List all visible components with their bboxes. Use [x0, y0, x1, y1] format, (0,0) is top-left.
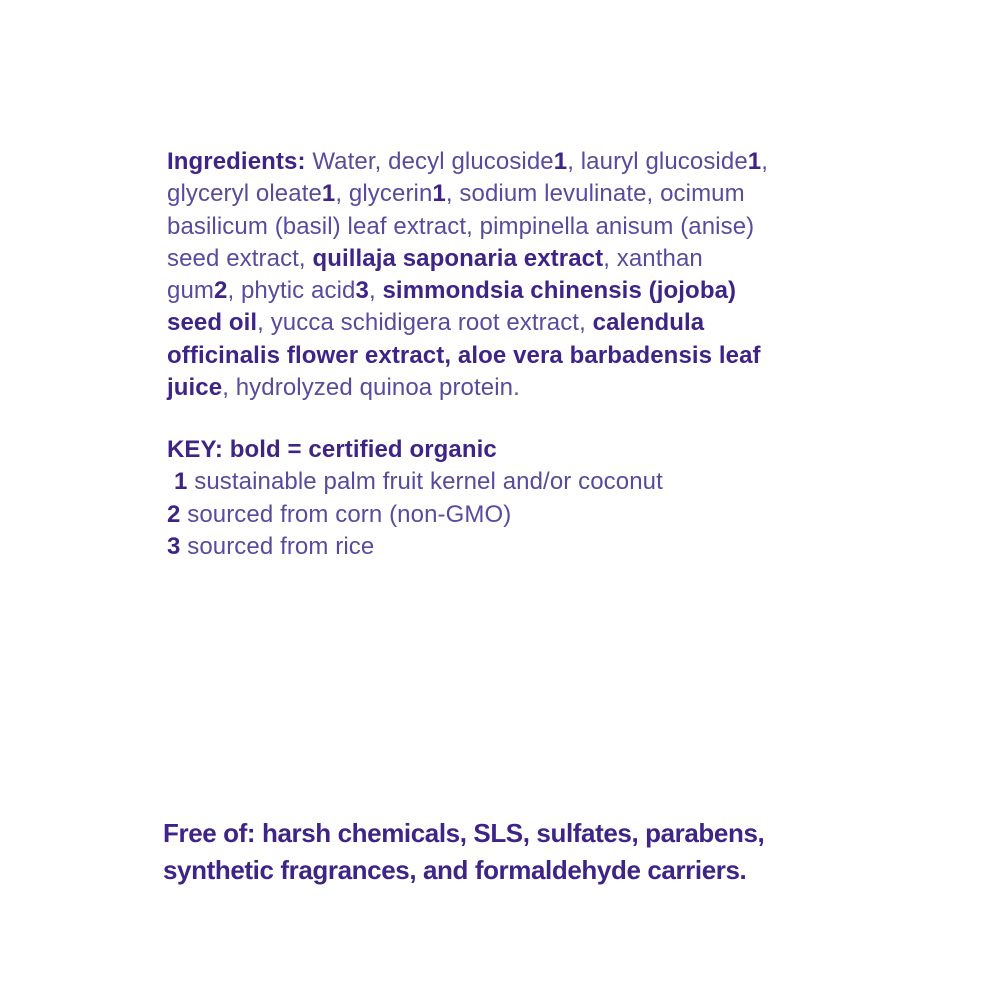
bold-ingredient-text: 2: [214, 277, 228, 305]
ingredients-line: [167, 178, 768, 210]
key-item-number: 3: [167, 532, 181, 560]
free-of-section: [163, 815, 764, 889]
free-of-line-2: synthetic fragrances, and formaldehyde carriers.: [163, 855, 747, 885]
bold-ingredient-text: calendula: [592, 309, 705, 337]
ingredients-line: [167, 307, 768, 339]
ingredient-text: , phytic acid: [227, 277, 356, 305]
key-item-text: sourced from rice: [180, 532, 375, 560]
free-of-line-1: Free of: harsh chemicals, SLS, sulfates, parabens,: [163, 818, 765, 848]
bold-ingredient-text: 1: [321, 180, 336, 208]
ingredient-text: , glycerin: [335, 180, 433, 208]
ingredients-line: [167, 275, 768, 307]
key-item-text: sourced from corn (non-GMO): [180, 500, 512, 528]
ingredient-text: gum: [167, 277, 214, 305]
ingredients-line: [167, 243, 768, 275]
ingredient-text: ,: [368, 277, 383, 305]
bold-ingredient-text: 1: [553, 148, 568, 175]
bold-ingredient-text: quillaja saponaria extract: [312, 244, 604, 272]
key-item: [167, 466, 663, 498]
ingredient-text: Water, decyl glucoside: [305, 148, 554, 175]
ingredient-text: , lauryl glucoside: [567, 148, 748, 175]
key-item-text: sustainable palm fruit kernel and/or coconut: [187, 468, 663, 496]
bold-ingredient-text: 1: [747, 148, 762, 175]
bold-ingredient-text: seed oil: [167, 309, 258, 337]
ingredient-text: , hydrolyzed quinoa protein.: [222, 374, 520, 402]
bold-ingredient-text: Ingredients:: [167, 148, 306, 175]
bold-ingredient-text: juice: [167, 374, 223, 402]
ingredients-line: [167, 340, 768, 372]
ingredient-text: , sodium levulinate, ocimum: [445, 180, 745, 208]
bold-ingredient-text: simmondsia chinensis (jojoba): [382, 277, 737, 305]
ingredients-line: [167, 146, 768, 178]
key-item: [167, 531, 663, 563]
key-item-number: 2: [167, 500, 181, 528]
ingredient-text: glyceryl oleate: [167, 180, 322, 208]
ingredient-text: ,: [761, 148, 768, 175]
key-items: [167, 466, 663, 563]
key-item-number: 1: [174, 468, 188, 496]
bold-ingredient-text: officinalis flower extract, aloe vera barbadensis leaf: [167, 341, 761, 369]
bold-ingredient-text: 3: [355, 277, 369, 305]
key-section: [167, 434, 663, 563]
ingredients-section: [167, 146, 768, 404]
ingredient-text: , yucca schidigera root extract,: [257, 309, 593, 337]
ingredient-text: , xanthan: [603, 244, 703, 272]
key-title: KEY: bold = certified organic: [167, 436, 497, 463]
ingredients-line: [167, 372, 768, 404]
ingredient-text: seed extract,: [167, 244, 313, 272]
key-item: [167, 499, 663, 531]
bold-ingredient-text: 1: [432, 180, 446, 208]
ingredient-text: basilicum (basil) leaf extract, pimpinella anisum (anise): [167, 212, 755, 240]
ingredients-line: [167, 211, 768, 243]
